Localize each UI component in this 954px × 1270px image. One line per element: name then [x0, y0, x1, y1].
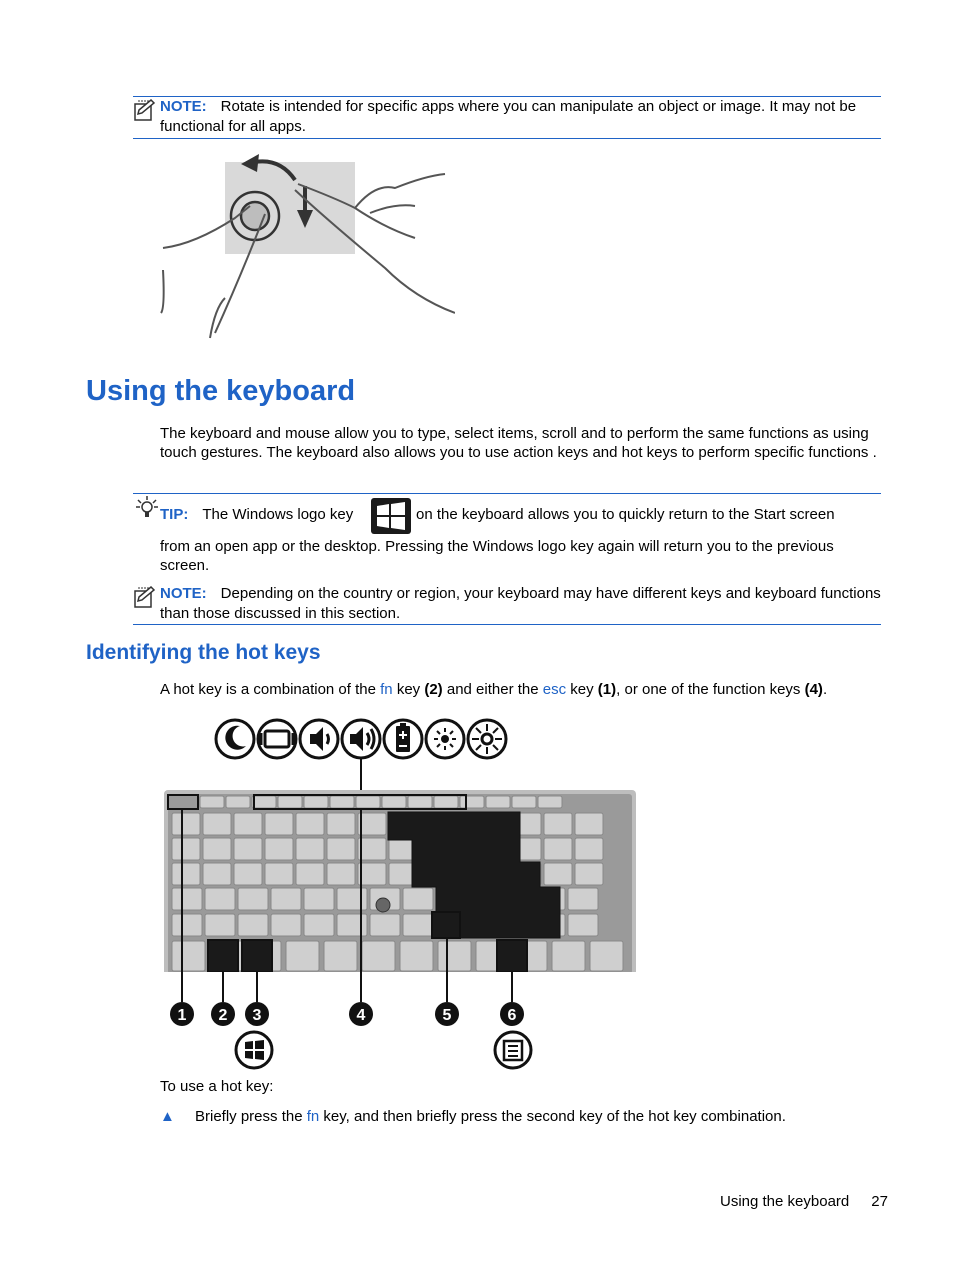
callout-number-1: 1 — [177, 1007, 187, 1024]
keyboard-key — [265, 863, 293, 885]
keyboard-key — [337, 914, 367, 936]
triangle-bullet-icon: ▲ — [160, 1108, 175, 1125]
tip-text-before: The Windows logo key — [202, 506, 354, 523]
keyboard-key — [203, 813, 231, 835]
subsection-title: Identifying the hot keys — [86, 641, 321, 664]
keyboard-key — [296, 838, 324, 860]
keyboard-key — [265, 838, 293, 860]
callout-ref-1: (1) — [597, 681, 617, 698]
keyboard-key — [172, 914, 202, 936]
keyboard-key — [568, 888, 598, 910]
tip-text-after: on the keyboard allows you to quickly return to the Start screen — [416, 506, 835, 523]
note-body: Rotate is intended for specific apps where you can manipulate an object or image. It may not be functional for all apps. — [160, 98, 857, 135]
tip-lightbulb-icon — [135, 494, 159, 520]
text-run: and either the — [442, 681, 543, 698]
keyboard-key — [434, 796, 458, 808]
keyboard-key — [552, 941, 585, 971]
keyboard-key — [370, 914, 400, 936]
keyboard-key — [296, 813, 324, 835]
keyboard-key — [271, 888, 301, 910]
keyboard-key — [296, 863, 324, 885]
battery-icon — [384, 720, 422, 758]
keyboard-key — [172, 941, 205, 971]
keyboard-key — [575, 813, 603, 835]
keyboard-key — [265, 813, 293, 835]
keyboard-key — [403, 888, 433, 910]
keyboard-key — [544, 863, 572, 885]
keyboard-key — [590, 941, 623, 971]
tip-label: TIP: — [160, 506, 189, 523]
keyboard-key — [172, 838, 200, 860]
brightness-up-icon — [468, 720, 506, 758]
keyboard-key — [327, 863, 355, 885]
keyboard-key — [286, 941, 319, 971]
keyboard-key — [356, 796, 380, 808]
keyboard-key — [234, 863, 262, 885]
keyboard-key — [382, 796, 406, 808]
keyboard-key — [234, 813, 262, 835]
callout-number-3: 3 — [252, 1007, 262, 1024]
keyboard-key — [252, 796, 276, 808]
keyboard-key — [403, 914, 433, 936]
page-number: 27 — [871, 1193, 888, 1210]
keyboard-key — [568, 914, 598, 936]
keyboard-key — [400, 941, 433, 971]
sleep-icon — [216, 720, 254, 758]
keyboard-key — [438, 941, 471, 971]
keyboard-key — [200, 796, 224, 808]
note-body: Depending on the country or region, your keyboard may have different keys and keyboard functions than those discussed in this section. — [160, 585, 881, 622]
keyboard-key — [271, 914, 301, 936]
keyboard-key — [205, 914, 235, 936]
keyboard-key — [238, 888, 268, 910]
keyboard-key — [358, 863, 386, 885]
hotkey-description — [160, 680, 885, 699]
footer-section: Using the keyboard — [720, 1193, 850, 1210]
section-intro: The keyboard and mouse allow you to type, select items, scroll and to perform the same functions as using touch gestures. The keyboard also allows you to use action keys and hot keys to perform specific functions . — [160, 425, 877, 461]
callout-markers — [170, 1002, 524, 1026]
note-text — [160, 584, 881, 624]
section-title: Using the keyboard — [86, 375, 356, 407]
keyboard-key — [238, 914, 268, 936]
fn-key-term: fn — [380, 681, 393, 698]
callout-number-2: 2 — [218, 1007, 228, 1024]
keyboard-key — [172, 888, 202, 910]
menu-icon — [495, 1032, 531, 1068]
keyboard-key — [337, 888, 367, 910]
fn-key-term: fn — [306, 1108, 320, 1125]
windows-icon — [236, 1032, 272, 1068]
callout-number-5: 5 — [442, 1007, 452, 1024]
note-icon — [133, 585, 157, 609]
keyboard-key — [304, 914, 334, 936]
keyboard-key — [203, 863, 231, 885]
note-rotate — [133, 96, 881, 139]
keyboard-key — [358, 838, 386, 860]
keyboard-key — [408, 796, 432, 808]
tip-block — [133, 493, 881, 523]
note-label: NOTE: — [160, 585, 207, 602]
keyboard-key — [205, 888, 235, 910]
keyboard-key — [324, 941, 357, 971]
keyboard-key — [172, 813, 200, 835]
keyboard-key — [544, 813, 572, 835]
keyboard-key — [304, 796, 328, 808]
text-run: . — [822, 681, 828, 698]
use-hotkey-step — [160, 1108, 885, 1125]
brightness-down-icon — [426, 720, 464, 758]
volume-up-icon — [342, 720, 380, 758]
keyboard-key — [362, 941, 395, 971]
keyboard-key — [460, 796, 484, 808]
rotate-gesture-illustration — [155, 148, 455, 348]
esc-key-term: esc — [542, 681, 567, 698]
use-hotkey-intro: To use a hot key: — [160, 1078, 274, 1095]
keyboard-key — [278, 796, 302, 808]
note-text — [160, 97, 881, 137]
keyboard-key — [304, 888, 334, 910]
text-run: , or one of the function keys — [616, 681, 805, 698]
tip-text-continued: from an open app or the desktop. Pressing the Windows logo key again will return you to the previous screen. — [160, 538, 834, 574]
text-run: Briefly press the — [195, 1108, 307, 1125]
windows-logo-key-icon — [371, 498, 411, 534]
callout-ref-2: (2) — [424, 681, 443, 698]
keyboard-key — [538, 796, 562, 808]
keyboard-key — [226, 796, 250, 808]
note-label: NOTE: — [160, 98, 207, 115]
keyboard-key — [330, 796, 354, 808]
text-run: key — [392, 681, 425, 698]
display-switch-icon — [258, 720, 296, 758]
keyboard-key — [172, 863, 200, 885]
note-keyboard — [133, 584, 881, 625]
keyboard-key — [486, 796, 510, 808]
keyboard-key — [327, 813, 355, 835]
keyboard-key — [575, 838, 603, 860]
keyboard-key — [575, 863, 603, 885]
text-run: key — [566, 681, 598, 698]
keyboard-key — [203, 838, 231, 860]
keyboard-figure — [160, 712, 645, 1074]
keyboard-key — [234, 838, 262, 860]
volume-mute-icon — [300, 720, 338, 758]
function-icons-row — [216, 720, 506, 758]
callout-ref-4: (4) — [804, 681, 823, 698]
keyboard-key — [544, 838, 572, 860]
keyboard-key — [512, 796, 536, 808]
keyboard-key — [358, 813, 386, 835]
callout-number-6: 6 — [507, 1007, 517, 1024]
callout-number-4: 4 — [356, 1007, 366, 1024]
page-footer — [720, 1193, 888, 1210]
text-run: A hot key is a combination of the — [160, 681, 381, 698]
text-run: key, and then briefly press the second key of the hot key combination. — [319, 1108, 786, 1125]
note-icon — [133, 98, 157, 122]
keyboard-key — [327, 838, 355, 860]
